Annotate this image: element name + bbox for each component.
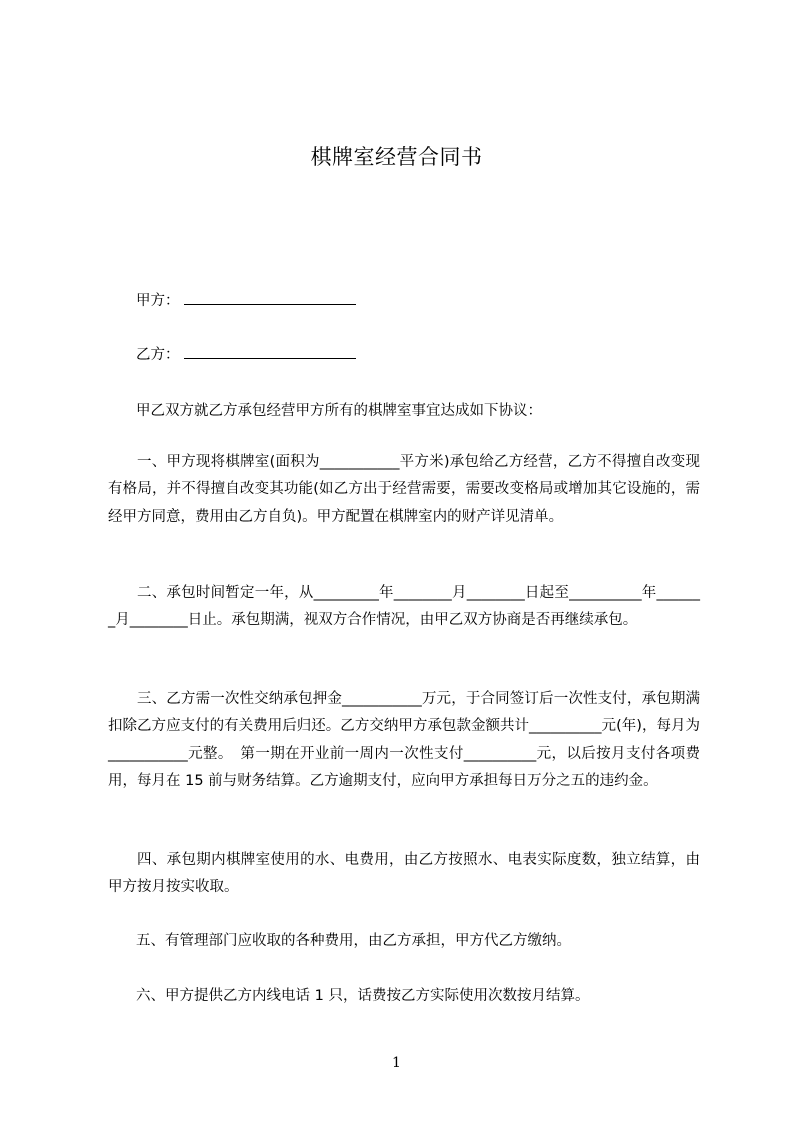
page-number: 1 — [392, 1055, 401, 1071]
party-b-label: 乙方： — [136, 347, 180, 363]
clause-6: 六、甲方提供乙方内线电话 1 只，话费按乙方实际使用次数按月结算。 — [136, 988, 590, 1004]
clause-4: 四、承包期内棋牌室使用的水、电费用，由乙方按照水、电表实际度数，独立结算，由甲方按月按实收取。 — [108, 852, 700, 896]
party-b-line — [136, 343, 356, 366]
clause-3: 三、乙方需一次性交纳承包押金___________万元，于合同签订后一次性支付，承包期满扣除乙方应支付的有关费用后归还。乙方交纳甲方承包款金额共计__________元(年)，每月为___________元整。 第一期在开业前一周内一次性支付__________元，以后按月支付各项费用，每月在 15 前与财务结算。乙方逾期支付，应向甲方承担每日万分之五的违约金。 — [108, 691, 700, 789]
clause-5: 五、有管理部门应收取的各种费用，由乙方承担，甲方代乙方缴纳。 — [136, 933, 571, 949]
party-a-line — [136, 289, 356, 312]
intro-paragraph: 甲乙双方就乙方承包经营甲方所有的棋牌室事宜达成如下协议： — [136, 403, 542, 419]
party-a-blank — [184, 289, 356, 305]
party-b-blank — [184, 343, 356, 359]
party-a-label: 甲方： — [136, 293, 180, 309]
clause-1: 一、甲方现将棋牌室(面积为___________平方米)承包给乙方经营，乙方不得擅自改变现有格局，并不得擅自改变其功能(如乙方出于经营需要，需要改变格局或增加其它设施的，需经甲方同意，费用由乙方自负)。甲方配置在棋牌室内的财产详见清单。 — [108, 454, 700, 525]
clause-2: 二、承包时间暂定一年，从_________年________月________日起至__________年_______月________日止。承包期满，视双方合作情况，由甲乙双方协商是否再继续承包。 — [108, 585, 700, 629]
document-title: 棋牌室经营合同书 — [310, 145, 483, 169]
